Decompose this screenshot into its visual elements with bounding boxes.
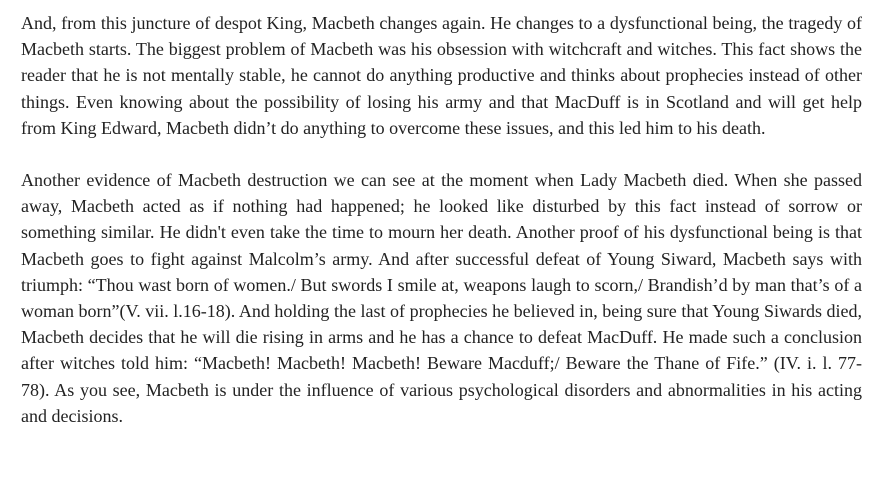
- paragraph-macbeth-destruction: Another evidence of Macbeth destruction we can see at the moment when Lady Macbeth died. When she passed away, Macbeth acted as if nothing had happened; he looked like disturbed by this fact instead of sorrow or something similar. He didn't even take the time to mourn her death. Another proof of his dysfunctional being is that Macbeth goes to fight against Malcolm’s army. And after successful defeat of Young Siward, Macbeth says with triumph: “Thou wast born of women./ But swords I smile at, weapons laugh to scorn,/ Brandish’d by man that’s of a woman born”(V. vii. l.16-18). And holding the last of prophecies he believed in, being sure that Young Siwards died, Macbeth decides that he will die rising in arms and he has a chance to defeat MacDuff. He made such a conclusion after witches told him: “Macbeth! Macbeth! Macbeth! Beware Macduff;/ Beware the Thane of Fife.” (IV. i. l. 77-78). As you see, Macbeth is under the influence of various psychological disorders and abnormalities in his acting and decisions.: [21, 170, 862, 426]
- paragraph-macbeth-dysfunction: And, from this juncture of despot King, Macbeth changes again. He changes to a dysfunctional being, the tragedy of Macbeth starts. The biggest problem of Macbeth was his obsession with witchcraft and witches. This fact shows the reader that he is not mentally stable, he cannot do anything productive and thinks about prophecies instead of other things. Even knowing about the possibility of losing his army and that MacDuff is in Scotland and will get help from King Edward, Macbeth didn’t do anything to overcome these issues, and this led him to his death.: [21, 13, 862, 138]
